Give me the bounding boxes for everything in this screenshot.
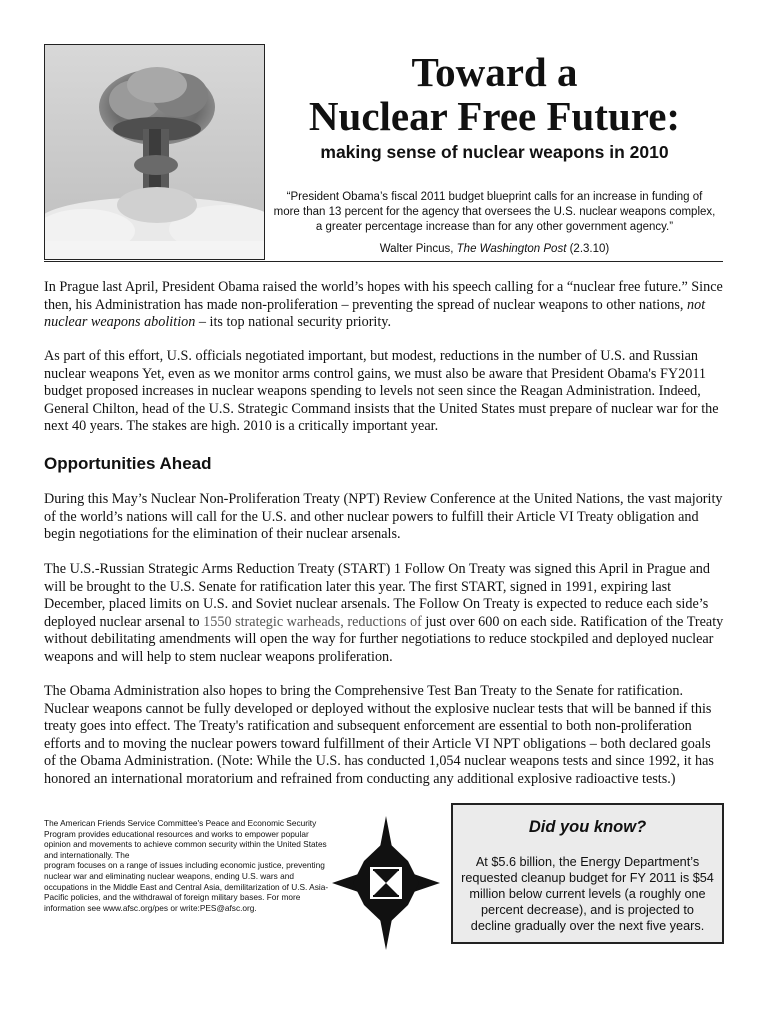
section-heading: Opportunities Ahead (44, 454, 212, 473)
title-block (272, 50, 717, 163)
compass-star-hourglass-icon (332, 816, 440, 950)
mushroom-cloud-photo (44, 44, 265, 260)
opp-p2-grey-text: 1550 strategic warheads, reductions of (203, 613, 422, 630)
opportunities-paragraph-3 (44, 683, 724, 788)
intro-paragraph-2 (44, 348, 724, 436)
pull-quote (272, 190, 717, 257)
opp-p2-text-b: just over 600 on each side. Ratification of the Treaty without debilitating amendments will open the way for further negotiations to reduce stockpiled and deployed nuclear weapons and will help to stem nuclear weapons proliferation. (44, 613, 724, 665)
opportunities-paragraph-1 (44, 491, 724, 544)
quote-attribution (272, 242, 717, 257)
quote-date: (2.3.10) (566, 243, 610, 255)
page-title-line-2: Nuclear Free Future: (308, 93, 681, 139)
afsc-program-description (44, 818, 334, 913)
page-title-line-1: Toward a (411, 49, 578, 95)
quote-source: The Washington Post (456, 243, 567, 255)
footer-text-a: The American Friends Service Committee's Peace and Economic Security Program provides educational resources and works to empower popular opinion and movements to achieve common security within the United States and internationally. The (44, 818, 327, 860)
opportunities-paragraph-2 (44, 561, 724, 666)
intro-p1-emphasis: not nuclear weapons abolition (44, 296, 706, 330)
quote-text: “President Obama’s fiscal 2011 budget blueprint calls for an increase in funding of more than 13 percent for the agency that oversees the U.S. nuclear weapons complex, a greater percentage increase than for any other government agency.” (273, 191, 716, 233)
footer-text-b: program focuses on a range of issues including economic justice, preventing nuclear war and eliminating nuclear weapons, ending U.S. wars and occupations in the Middle East and Central Asia, demilitarization of U.S. Asia-Pacific policies, and the withdrawal of foreign military bases. For more information see www.afsc.org/pes or write:PES@afsc.org. (44, 860, 329, 913)
did-you-know-box (451, 803, 724, 944)
intro-p2-text: As part of this effort, U.S. officials negotiated important, but modest, reductions in the number of U.S. and Russian nuclear weapons Yet, even as we monitor arms control gains, we must also be aware that President Obama's FY2011 budget proposed increases in nuclear weapons spending to levels not seen since the Reagan Administration. Indeed, General Chilton, head of the U.S. Strategic Command insists that the United States must prepare of nuclear war for the next 40 years. The stakes are high. 2010 is a critically important year. (44, 348, 719, 434)
intro-p1-text-b: – its top national security priority. (195, 314, 392, 330)
page-subtitle: making sense of nuclear weapons in 2010 (320, 142, 669, 162)
opp-p2-text-a: The U.S.-Russian Strategic Arms Reduction Treaty (START) 1 Follow On Treaty was signed this April in Prague and will be brought to the U.S. Senate for ratification later this year. The first START, signed in 1991, expiring last December, placed limits on U.S. and Soviet nuclear arsenals. The Follow On Treaty is expected to reduce each side’s deployed nuclear arsenal to (44, 561, 710, 630)
intro-p1-text-a: In Prague last April, President Obama raised the world’s hopes with his speech calling for a “nuclear free future.” Since then, his Administration has made non-proliferation – preventing the spread of nuclear weapons to other nations, (44, 279, 723, 313)
opp-p1-text: During this May’s Nuclear Non-Proliferation Treaty (NPT) Review Conference at the United Nations, the vast majority of the world’s nations will call for the U.S. and other nuclear powers to fulfill their Article VI Treaty obligation and begin negotiations for the elimination of their nuclear arsenals. (44, 491, 723, 542)
opp-p3-text: The Obama Administration also hopes to bring the Comprehensive Test Ban Treaty to the Senate for ratification. Nuclear weapons cannot be fully developed or deployed without the explosive nuclear tests that will be banned if this treaty goes into effect. The Treaty's ratification and subsequent enforcement are essential to both non-proliferation efforts and to moving the nuclear powers toward fulfillment of their Article VI NPT obligations – both declared goals of the Obama Administration. (Note: While the U.S. has conducted 1,054 nuclear weapons tests and since 1992, it has honored an international moratorium and refrained from conducting any additional explosive radioactive tests.) (44, 683, 714, 787)
header-divider (44, 261, 723, 262)
did-you-know-title: Did you know? (528, 818, 647, 836)
intro-paragraph-1 (44, 279, 724, 332)
did-you-know-text: At $5.6 billion, the Energy Department’s requested cleanup budget for FY 2011 is $54 million below current levels (a roughly one percent decrease), and is projected to decline gradually over the next five years. (461, 855, 714, 933)
quote-author: Walter Pincus, (379, 243, 457, 255)
